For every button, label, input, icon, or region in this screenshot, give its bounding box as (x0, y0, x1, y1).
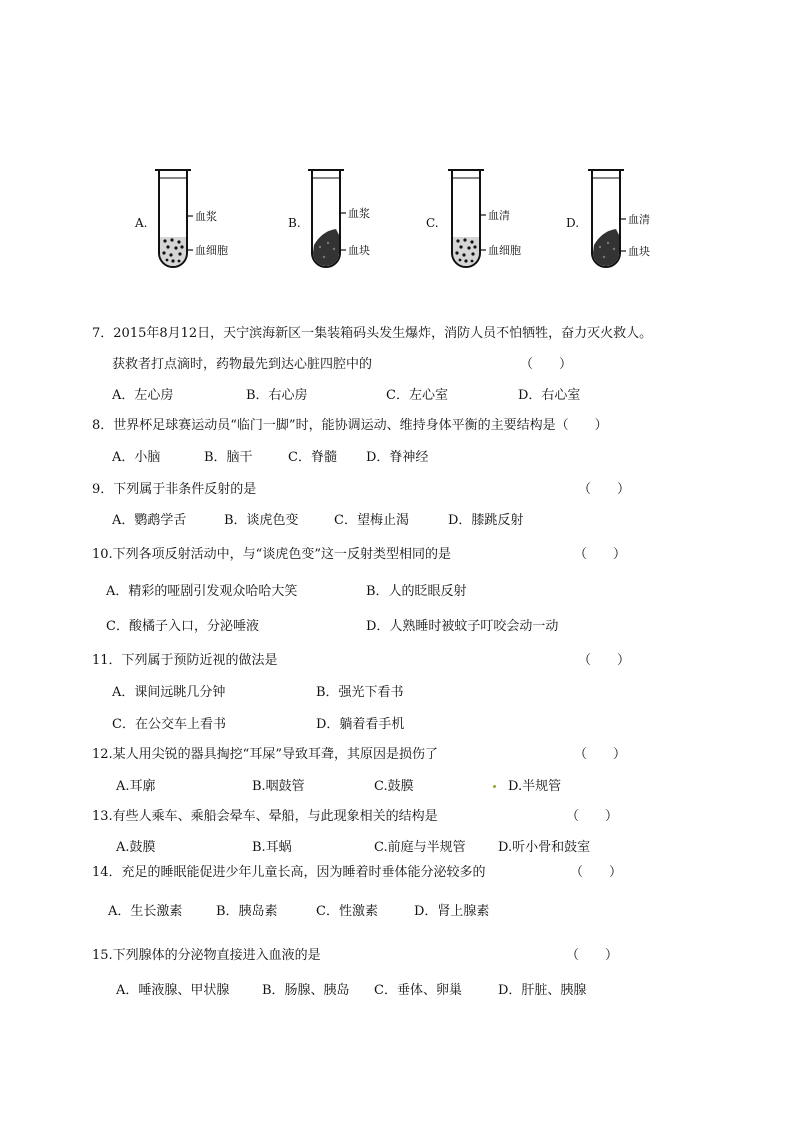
option-d: D．肝脏、胰腺 (498, 983, 587, 998)
option-c: C．望梅止渴 (334, 513, 409, 528)
question-stem: 10.下列各项反射活动中，与“谈虎色变”这一反射类型相同的是 (92, 547, 451, 562)
option-b: B．人的眨眼反射 (366, 584, 467, 599)
option-b: B.咽鼓管 (252, 779, 305, 794)
tube-a-top-label: 血浆 (195, 210, 217, 223)
tube-c-top-label: 血清 (488, 209, 510, 222)
question-stem: 12.某人用尖锐的器具掏挖“耳屎”导致耳聋，其原因是损伤了 (92, 747, 438, 762)
option-b: B．脑干 (204, 450, 253, 465)
tube-d-top-label: 血清 (628, 213, 650, 226)
option-d: D．躺着看手机 (316, 717, 405, 732)
option-a: A．唾液腺、甲状腺 (116, 983, 230, 998)
option-d: D.听小骨和鼓室 (498, 840, 591, 855)
question-stem: 8．世界杯足球赛运动员“临门一脚”时，能协调运动、维持身体平衡的主要结构是（ ） (92, 418, 608, 433)
option-c: C．左心室 (386, 388, 448, 403)
option-c: C．酸橘子入口，分泌唾液 (106, 619, 259, 634)
answer-paren: （ ） (570, 865, 623, 880)
option-d: D.半规管 (508, 779, 562, 794)
question-stem: 15.下列腺体的分泌物直接进入血液的是 (92, 948, 321, 963)
option-d: D．人熟睡时被蚊子叮咬会动一动 (366, 619, 559, 634)
option-a: A．小脑 (112, 450, 161, 465)
tube-c (418, 165, 538, 280)
answer-paren: （ ） (574, 747, 627, 762)
option-b: B.耳蜗 (252, 840, 292, 855)
option-b: B．胰岛素 (216, 904, 278, 919)
question-stem: 11．下列属于预防近视的做法是 (92, 653, 278, 668)
option-b: B．肠腺、胰岛 (262, 983, 350, 998)
answer-paren: （ ） (566, 948, 619, 963)
option-a: A．左心房 (112, 388, 174, 403)
answer-paren: （ ） (566, 809, 619, 824)
option-d: D．膝跳反射 (448, 513, 524, 528)
tube-b (278, 165, 398, 280)
option-c: C．性激素 (316, 904, 378, 919)
question-stem: 14．充足的睡眠能促进少年儿童长高，因为睡着时垂体能分泌较多的 (92, 865, 486, 880)
tube-a-letter: A. (135, 216, 148, 230)
option-b: B．右心房 (246, 388, 308, 403)
tube-c-letter: C. (426, 216, 439, 230)
tube-c-bottom-label: 血细胞 (488, 244, 521, 257)
option-c: C．垂体、卵巢 (374, 983, 462, 998)
option-c: C.前庭与半规管 (374, 840, 466, 855)
option-b: B．强光下看书 (316, 685, 404, 700)
tube-a (125, 165, 245, 280)
answer-paren: （ ） (578, 653, 631, 668)
tube-d (558, 165, 678, 280)
answer-paren: （ ） (520, 357, 573, 372)
option-a: A.耳廓 (116, 779, 156, 794)
tube-b-top-label: 血浆 (348, 207, 370, 220)
tube-a-bottom-label: 血细胞 (195, 244, 228, 257)
option-a: A．课间远眺几分钟 (112, 685, 226, 700)
option-d: D．右心室 (518, 388, 581, 403)
answer-paren: （ ） (578, 482, 631, 497)
option-c: C．脊髓 (288, 450, 337, 465)
tube-b-letter: B. (288, 216, 301, 230)
answer-paren: （ ） (574, 547, 627, 562)
question-stem: 9．下列属于非条件反射的是 (92, 482, 257, 497)
option-a: A．精彩的哑剧引发观众哈哈大笑 (106, 584, 298, 599)
option-a: A.鼓膜 (116, 840, 156, 855)
option-d: D．脊神经 (366, 450, 429, 465)
option-a: A．鹦鹉学舌 (112, 513, 187, 528)
tube-d-letter: D. (566, 216, 580, 230)
question-stem: 7．2015年8月12日，天宁滨海新区一集装箱码头发生爆炸，消防人员不怕牺牲，奋力灭火救人。 (92, 326, 653, 341)
question-stem: 13.有些人乘车、乘船会晕车、晕船，与此现象相关的结构是 (92, 809, 438, 824)
option-c: C．在公交车上看书 (112, 717, 226, 732)
stray-dot (493, 785, 496, 788)
tube-d-bottom-label: 血块 (628, 245, 650, 258)
option-a: A．生长激素 (108, 904, 183, 919)
option-d: D．肾上腺素 (414, 904, 490, 919)
question-stem-continued: 获救者打点滴时，药物最先到达心脏四腔中的 (112, 357, 373, 372)
option-b: B．谈虎色变 (224, 513, 299, 528)
tube-b-bottom-label: 血块 (348, 244, 370, 257)
option-c: C.鼓膜 (374, 779, 414, 794)
